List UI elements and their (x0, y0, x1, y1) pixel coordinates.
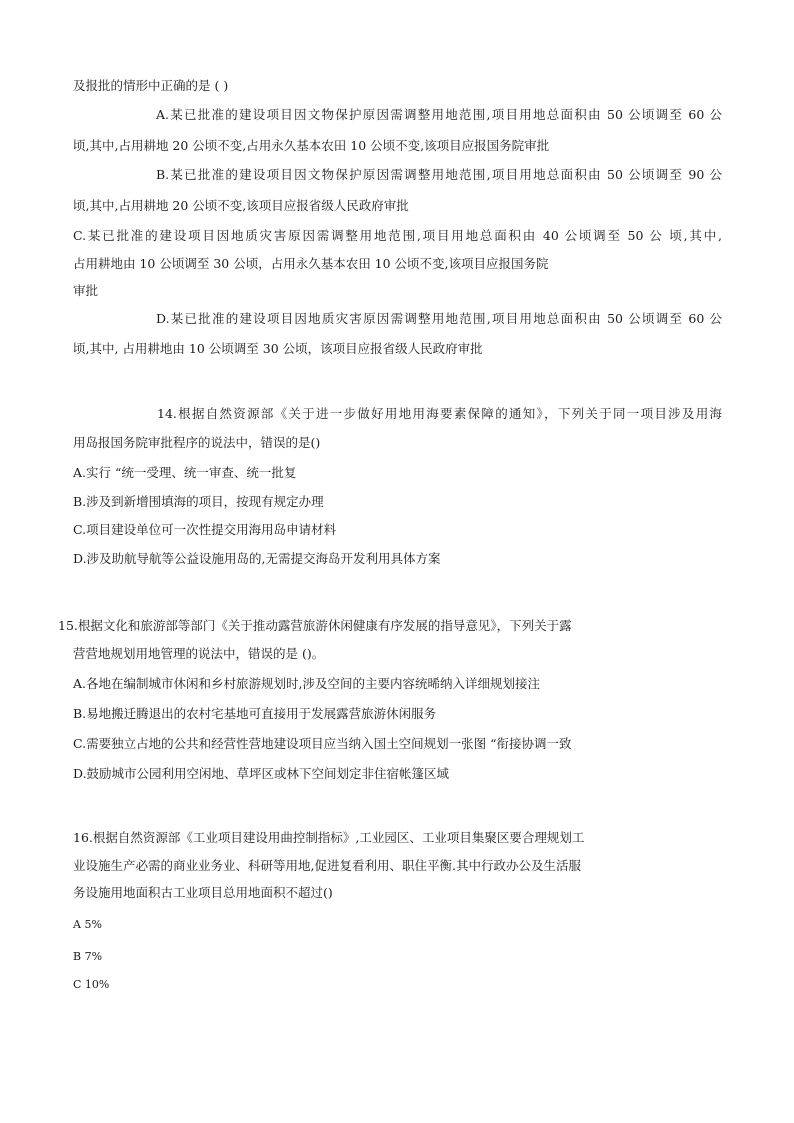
q16-option-c: C 10% (73, 978, 110, 991)
q15-option-a: A.各地在编制城市休闲和乡村旅游规划时,涉及空间的主要内容统晞纳入详细规划接注 (73, 676, 540, 691)
q14-option-b: B.涉及到新增围填海的项目，按现有规定办理 (73, 494, 324, 509)
q13-option-a-line1: A.某已批准的建设项目因文物保护原因需调整用地范围,项目用地总面积由 50 公顷调至 60 公 (156, 107, 722, 122)
q16-stem-line3: 务设施用地面积古工业项目总用地面积不超过() (73, 885, 333, 900)
q13-option-b-line1: B.某已批准的建设项目因文物保护原因需调整用地范围,项目用地总面积由 50 公顷调至 90 公 (156, 167, 722, 182)
q13-option-c-line3: 审批 (73, 283, 99, 298)
q14-option-c: C.项目建设单位可一次性提交用海用岛申请材料 (73, 522, 337, 537)
q14-stem-line1: 14.根据自然资源部《关于进一步做好用地用海要素保障的通知》，下列关于同一项目涉及用海 (157, 406, 722, 421)
q15-stem-line1: 15.根据文化和旅游部等部门《关于推动露营旅游休闲健康有序发展的指导意见》，下列关于露 (58, 618, 572, 633)
q13-option-c-line1: C.某已批准的建设项目因地质灾害原因需调整用地范围,项目用地总面积由 40 公顷调至 50 公 顷,其中, (73, 228, 722, 243)
q13-option-a-line2: 顷,其中,占用耕地 20 公顷不变,占用永久基本农田 10 公顷不变,该项目应报国务院审批 (73, 138, 550, 153)
q13-option-c-line2: 占用耕地由 10 公顷调至 30 公顷，占用永久基本农田 10 公顷不变,该项目应报国务院 (73, 256, 549, 271)
q15-option-b: B.易地搬迁腾退出的农村宅基地可直接用于发展露营旅游休闲服务 (73, 706, 437, 721)
q15-stem-line2: 营营地规划用地管理的说法中，错误的是 ()。 (73, 646, 325, 661)
q14-stem-line2: 用岛报国务院审批程序的说法中，错误的是() (73, 435, 321, 450)
q16-stem-line1: 16.根据自然资源部《工业项目建设用曲控制指标》,工业园区、工业项目集聚区要合理规划工 (73, 830, 585, 845)
q13-stem-tail: 及报批的情形中正确的是 ( ) (73, 78, 229, 93)
q13-option-d-line1: D.某已批准的建设项目因地质灾害原因需调整用地范围,项目用地总面积由 50 公顷调至 60 公 (156, 311, 722, 326)
q16-option-a: A 5% (73, 918, 102, 931)
q14-option-a: A.实行 “统一受理、统一审查、统一批复 (73, 465, 297, 480)
q16-option-b: B 7% (73, 950, 103, 963)
q13-option-b-line2: 顷,其中,占用耕地 20 公顷不变,该项目应报省级人民政府审批 (73, 198, 409, 213)
q15-option-c: C.需要独立占地的公共和经营性营地建设项目应当纳入国土空间规划一张图 “衔接协调一致 (73, 736, 572, 751)
q15-option-d: D.鼓励城市公园利用空闲地、草坪区或林下空间划定非住宿帐篷区域 (73, 766, 450, 781)
q14-option-d: D.涉及助航导航等公益设施用岛的,无需提交海岛开发利用具体方案 (73, 551, 441, 566)
q16-stem-line2: 业设施生产必需的商业业务业、科研等用地,促进复看利用、职住平衡.其中行政办公及生活服 (73, 858, 581, 873)
q13-option-d-line2: 顷,其中, 占用耕地由 10 公顷调至 30 公顷，该项目应报省级人民政府审批 (73, 341, 483, 356)
